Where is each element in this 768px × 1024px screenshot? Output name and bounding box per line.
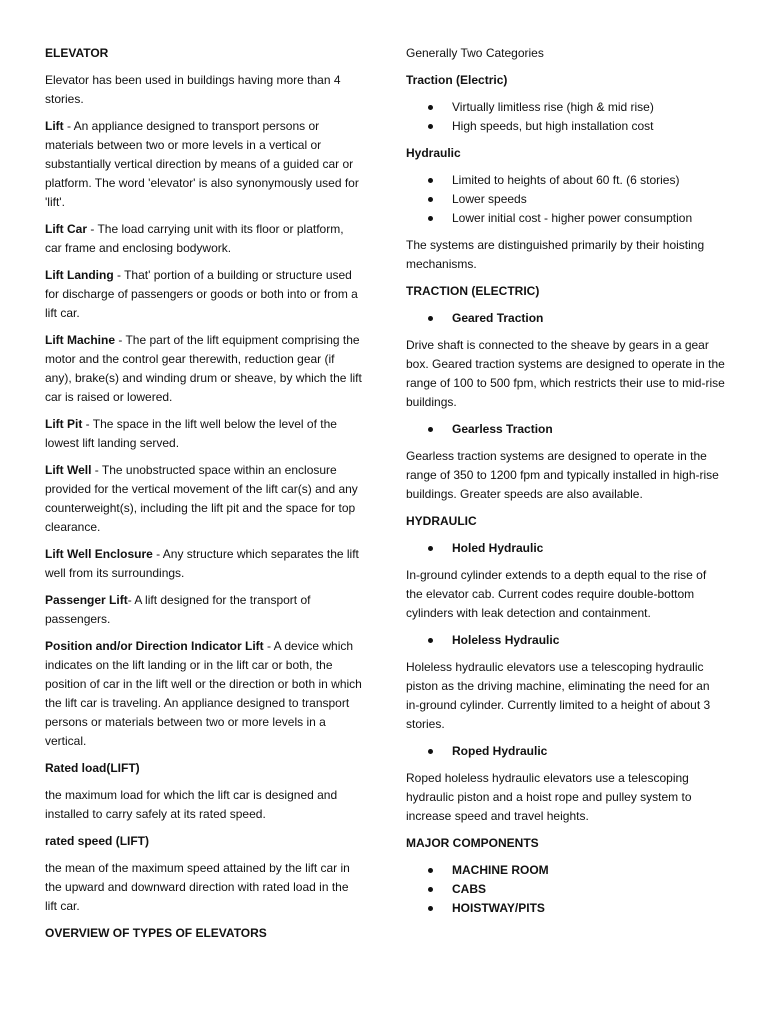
- traction-list: [406, 98, 726, 136]
- hydraulic-list: [406, 171, 726, 228]
- overview-heading: OVERVIEW OF TYPES OF ELEVATORS: [45, 926, 267, 940]
- gearless-list: [406, 420, 726, 439]
- holed-list: [406, 539, 726, 558]
- list-item: Lower initial cost - higher power consumption: [406, 209, 726, 228]
- elevator-heading: ELEVATOR: [45, 46, 109, 60]
- geared-list: [406, 309, 726, 328]
- traction-electric-heading: TRACTION (ELECTRIC): [406, 284, 540, 298]
- hydraulic-caps-heading: HYDRAULIC: [406, 514, 477, 528]
- definition-lift-landing: Lift Landing - That' portion of a building or structure used for discharge of passengers or goods or both into or from a lift car.: [45, 268, 358, 320]
- major-components-list: [406, 861, 726, 918]
- list-item: Roped Hydraulic: [406, 742, 726, 761]
- list-item: Lower speeds: [406, 190, 726, 209]
- list-item: HOISTWAY/PITS: [406, 899, 726, 918]
- list-item: Limited to heights of about 60 ft. (6 stories): [406, 171, 726, 190]
- categories-intro: Generally Two Categories: [406, 46, 544, 60]
- definition-lift-well: Lift Well - The unobstructed space within an enclosure provided for the vertical movement of the lift car(s) and any counterweight(s), including the lift pit and the space for top clearance.: [45, 463, 358, 534]
- definition-lift-well-enclosure: Lift Well Enclosure - Any structure which separates the lift well from its surroundings.: [45, 547, 359, 580]
- list-item: CABS: [406, 880, 726, 899]
- rated-speed-heading: rated speed (LIFT): [45, 834, 150, 848]
- gearless-text: Gearless traction systems are designed to operate in the range of 350 to 1200 fpm and typically installed in high-rise buildings. Greater speeds are also available.: [406, 449, 719, 501]
- rated-load-text: the maximum load for which the lift car is designed and installed to carry safely at its rated speed.: [45, 788, 338, 821]
- geared-text: Drive shaft is connected to the sheave by gears in a gear box. Geared traction systems are designed to operate in the range of 100 to 500 fpm, which restricts their use to mid-rise buildings.: [406, 338, 725, 409]
- major-components-heading: MAJOR COMPONENTS: [406, 836, 539, 850]
- list-item: Holed Hydraulic: [406, 539, 726, 558]
- roped-list: [406, 742, 726, 761]
- list-item: High speeds, but high installation cost: [406, 117, 726, 136]
- definition-lift-pit: Lift Pit - The space in the lift well below the level of the lowest lift landing served.: [45, 417, 337, 450]
- roped-text: Roped holeless hydraulic elevators use a telescoping hydraulic piston and a hoist rope and pulley system to increase speed and travel heights.: [406, 771, 692, 823]
- definition-lift: Lift - An appliance designed to transport persons or materials between two or more levels in a vertical or substantially vertical direction by means of a guided car or platform. The word 'elevator' is also synonymously used for 'lift'.: [45, 119, 359, 209]
- list-item: Gearless Traction: [406, 420, 726, 439]
- list-item: Virtually limitless rise (high & mid rise): [406, 98, 726, 117]
- hydraulic-heading: Hydraulic: [406, 146, 461, 160]
- list-item: Geared Traction: [406, 309, 726, 328]
- holed-text: In-ground cylinder extends to a depth equal to the rise of the elevator cab. Current codes require double-bottom cylinders with leak detection and containment.: [406, 568, 707, 620]
- elevator-intro: Elevator has been used in buildings having more than 4 stories.: [45, 73, 341, 106]
- rated-load-heading: Rated load(LIFT): [45, 761, 140, 775]
- list-item: Holeless Hydraulic: [406, 631, 726, 650]
- list-item: MACHINE ROOM: [406, 861, 726, 880]
- definition-lift-car: Lift Car - The load carrying unit with its floor or platform, car frame and enclosing bodywork.: [45, 222, 344, 255]
- definition-position-indicator: Position and/or Direction Indicator Lift - A device which indicates on the lift landing or in the lift car or both, the position of car in the lift well or the direction or both in which the lift car is traveling. An appliance designed to transport persons or materials between two or more levels in a vertical.: [45, 639, 362, 748]
- rated-speed-text: the mean of the maximum speed attained by the lift car in the upward and downward direction with rated load in the lift car.: [45, 861, 350, 913]
- holeless-text: Holeless hydraulic elevators use a telescoping hydraulic piston as the driving machine, eliminating the need for an in-ground cylinder. Currently limited to a height of about 3 stories.: [406, 660, 711, 731]
- definition-passenger-lift: Passenger Lift- A lift designed for the transport of passengers.: [45, 593, 311, 626]
- right-column: [406, 44, 726, 926]
- systems-text: The systems are distinguished primarily by their hoisting mechanisms.: [406, 238, 705, 271]
- left-column: [45, 44, 363, 951]
- definition-lift-machine: Lift Machine - The part of the lift equipment comprising the motor and the control gear therewith, reduction gear (if any), brake(s) and winding drum or sheave, by which the lift car is raised or lowered.: [45, 333, 362, 404]
- holeless-list: [406, 631, 726, 650]
- traction-heading: Traction (Electric): [406, 73, 508, 87]
